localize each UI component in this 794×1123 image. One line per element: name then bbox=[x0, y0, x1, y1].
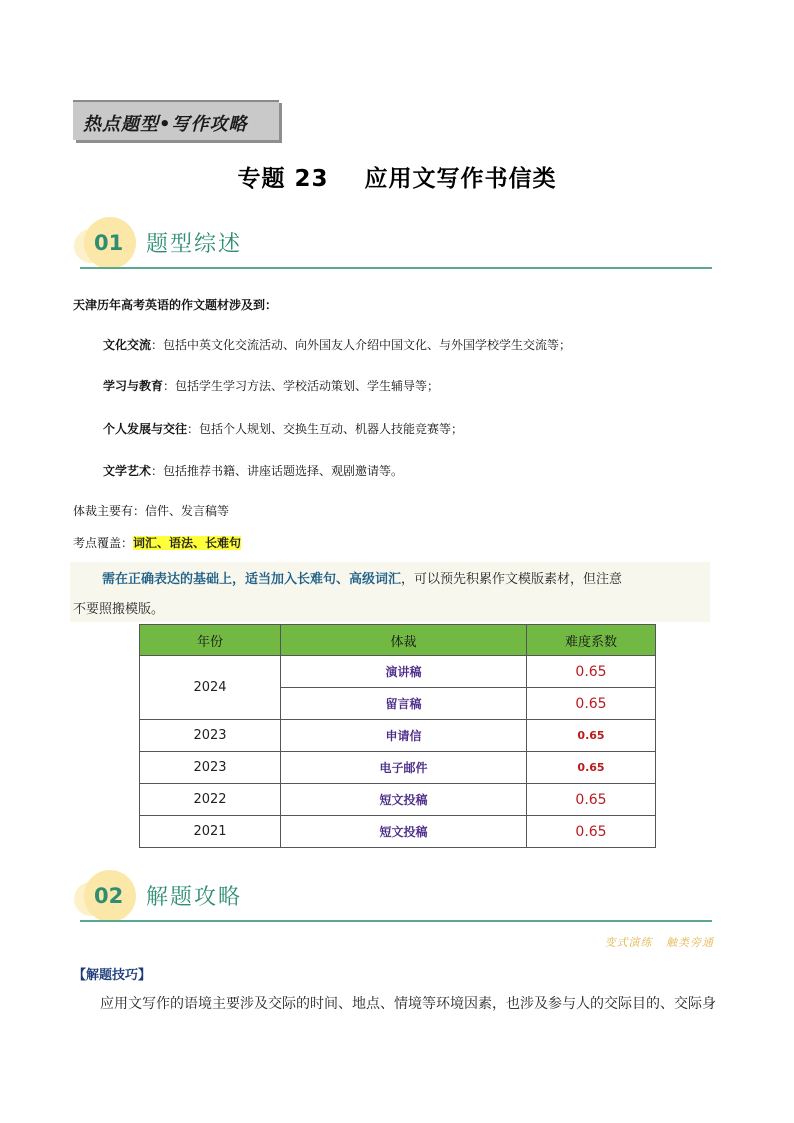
year-cell: 2023 bbox=[140, 720, 281, 752]
section-divider bbox=[80, 267, 712, 269]
difficulty-cell: 0.65 bbox=[527, 752, 656, 784]
topic-body: ：包括推荐书籍、讲座话题选择、观剧邀请等。 bbox=[151, 464, 404, 478]
topic-body: ：包括中英文化交流活动、向外国友人介绍中国文化、与外国学校学生交流等； bbox=[151, 338, 572, 352]
topic-tag-label: 热点题型•写作攻略 bbox=[83, 114, 248, 135]
topic-body: ：包括个人规划、交换生互动、机器人技能竞赛等； bbox=[187, 422, 464, 436]
topic-heading: 文化交流 bbox=[103, 338, 152, 352]
difficulty-cell: 0.65 bbox=[527, 720, 656, 752]
genre-cell: 演讲稿 bbox=[281, 656, 527, 688]
section-number: 02 bbox=[94, 884, 124, 908]
difficulty-cell: 0.65 bbox=[527, 784, 656, 816]
year-cell: 2021 bbox=[140, 816, 281, 848]
topic-heading: 学习与教育 bbox=[103, 379, 164, 393]
column-header-genre: 体裁 bbox=[281, 625, 527, 656]
note-line-2: 不要照搬模版。 bbox=[73, 602, 165, 617]
section-header-strategy bbox=[80, 868, 712, 928]
table-row bbox=[140, 720, 656, 752]
difficulty-table bbox=[139, 624, 656, 848]
section-number: 01 bbox=[94, 231, 124, 255]
section-header-overview bbox=[80, 215, 712, 275]
intro-text: 天津历年高考英语的作文题材涉及到： bbox=[73, 298, 278, 312]
note-line bbox=[102, 568, 622, 587]
table-row bbox=[140, 784, 656, 816]
topic-item bbox=[103, 377, 439, 394]
section-subtitle: 变式演练 触类旁通 bbox=[604, 936, 714, 949]
year-cell: 2024 bbox=[140, 656, 281, 720]
topic-heading: 个人发展与交往 bbox=[103, 422, 188, 436]
genre-cell: 申请信 bbox=[281, 720, 527, 752]
difficulty-cell: 0.65 bbox=[527, 688, 656, 720]
genre-cell: 留言稿 bbox=[281, 688, 527, 720]
note-emphasis: 需在正确表达的基础上，适当加入长难句、高级词汇 bbox=[102, 572, 402, 587]
section-divider bbox=[80, 920, 712, 922]
topic-heading: 文学艺术 bbox=[103, 464, 152, 478]
difficulty-cell: 0.65 bbox=[527, 816, 656, 848]
note-rest: ，可以预先积累作文模版素材，但注意 bbox=[401, 572, 623, 587]
topic-item bbox=[103, 420, 463, 437]
section-title: 题型综述 bbox=[146, 232, 243, 257]
column-header-year: 年份 bbox=[140, 625, 281, 656]
genre-line: 体裁主要有：信件、发言稿等 bbox=[73, 504, 230, 518]
topic-item bbox=[103, 462, 403, 479]
coverage-line bbox=[73, 534, 241, 551]
year-cell: 2023 bbox=[140, 752, 281, 784]
table-row bbox=[140, 752, 656, 784]
table-header-row bbox=[140, 625, 656, 656]
table-row bbox=[140, 656, 656, 688]
difficulty-cell: 0.65 bbox=[527, 656, 656, 688]
coverage-highlight: 词汇、语法、长难句 bbox=[133, 536, 242, 550]
tips-heading: 【解题技巧】 bbox=[73, 968, 152, 983]
topic-body: ：包括学生学习方法、学校活动策划、学生辅导等； bbox=[163, 379, 440, 393]
topic-item bbox=[103, 336, 571, 353]
year-cell: 2022 bbox=[140, 784, 281, 816]
genre-cell: 电子邮件 bbox=[281, 752, 527, 784]
column-header-difficulty: 难度系数 bbox=[527, 625, 656, 656]
coverage-label: 考点覆盖： bbox=[73, 536, 134, 550]
table-row bbox=[140, 816, 656, 848]
genre-cell: 短文投稿 bbox=[281, 784, 527, 816]
section-title: 解题攻略 bbox=[146, 885, 243, 910]
page-title: 专题 23 应用文写作书信类 bbox=[237, 166, 557, 192]
tips-body: 应用文写作的语境主要涉及交际的时间、地点、情境等环境因素，也涉及参与人的交际目的、交际身 bbox=[100, 996, 716, 1012]
topic-tag bbox=[73, 100, 279, 140]
genre-cell: 短文投稿 bbox=[281, 816, 527, 848]
